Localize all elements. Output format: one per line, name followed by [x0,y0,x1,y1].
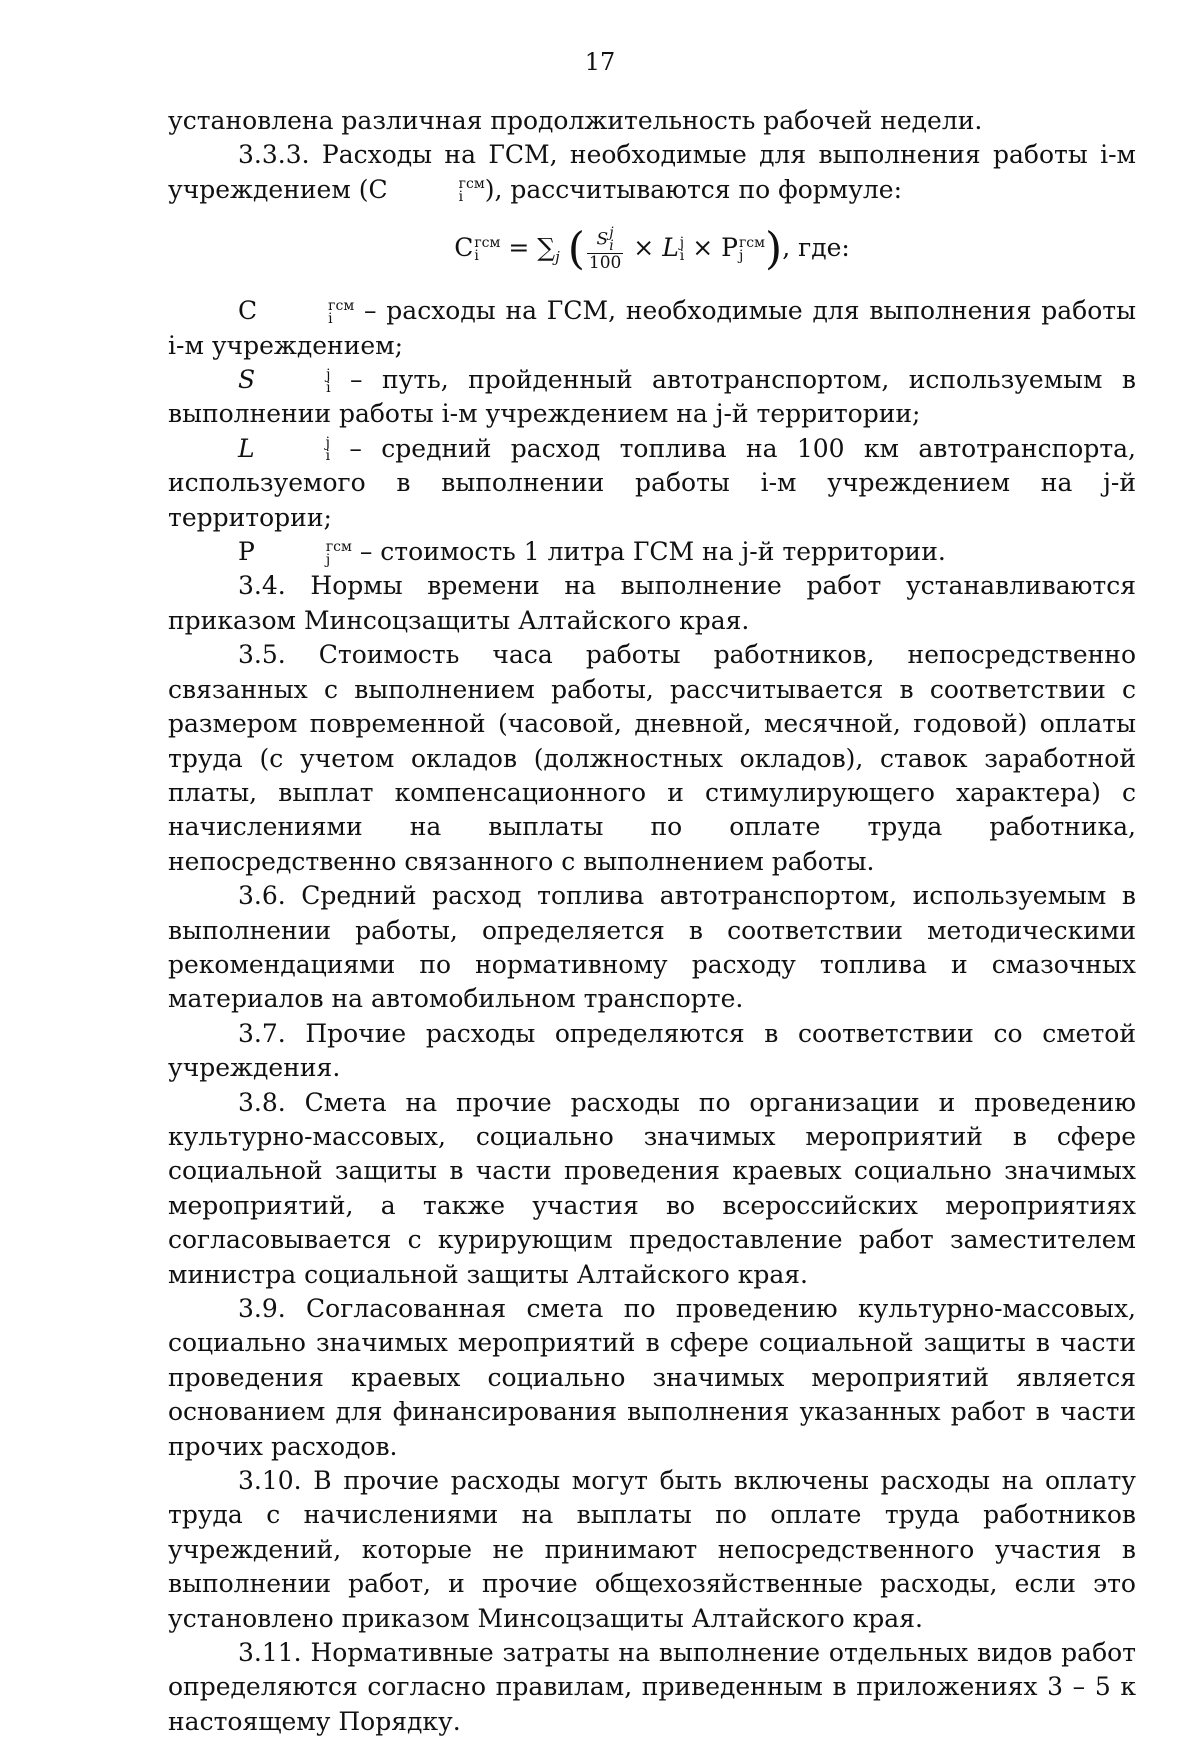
formula-fraction: S j i 100 [588,225,622,274]
paragraph-3-4: 3.4. Нормы времени на выполнение работ устанавливаются приказом Минсоцзащиты Алтайского края. [168,571,1136,635]
paragraph-3-3-3 [168,138,1136,207]
formula-definitions [168,294,1136,569]
formula-equals: = [500,233,538,263]
formula-where: , где: [782,233,850,263]
paragraph-3-5: 3.5. Стоимость часа работы работников, непосредственно связанных с выполнением работы, рассчитывается в соответствии с размером повременной (часовой, дневной, месячной, годовой) оплаты труда (с учетом окладов (должностных окладов), ставок заработной платы, выплат компенсационного и стимулирующего характера) с начислениями на выплаты по оплате труда работника, непосредственно связанного с выполнением работы. [168,640,1136,876]
formula-open-paren: ( [567,223,585,275]
formula-l-symbol: L [662,233,679,263]
symbol-c-gsm-inline: C гсм i [368,174,485,206]
definition-s: S j i – путь, пройденный автотранспортом, используемым в выполнении работы i-м учреждением на j-й территории; [168,365,1136,429]
paragraph-3-3-3-tail: ), рассчитываются по формуле: [484,174,903,204]
fuel-cost-formula: C гсм i = $\sum_j$ ( S j i 100 × L j i × P гсм j ), где: [454,223,850,275]
formula-close-paren: ) [765,223,783,275]
paragraph-3-8: 3.8. Смета на прочие расходы по организации и проведению культурно-массовых, социально значимых мероприятий в сфере социальной защиты в части проведения краевых социально значимых мероприятий, а также участия во всероссийских мероприятиях согласовывается с курирующим предоставление работ заместителем министра социальной защиты Алтайского края. [168,1087,1136,1289]
paragraph-3-6: 3.6. Средний расход топлива автотранспортом, используемым в выполнении работы, определяется в соответствии методическими рекомендациями по нормативному расходу топлива и смазочных материалов на автомобильном транспорте. [168,881,1136,1014]
paragraph-3-3-3-text: 3.3.3. Расходы на ГСМ, необходимые для выполнения работы i-м учреждением ( [168,140,1136,204]
document-body [168,104,1136,1739]
definition-p-gsm: P гсм j – стоимость 1 литра ГСМ на j-й территории. [238,537,946,568]
formula-sum-symbol: ∑ [537,233,556,263]
page-number: 17 [584,48,616,76]
paragraph-3-11: 3.11. Нормативные затраты на выполнение отдельных видов работ определяются согласно правилам, приведенным в приложениях 3 – 5 к настоящему Порядку. [168,1638,1136,1736]
paragraph-3-10: 3.10. В прочие расходы могут быть включены расходы на оплату труда с начислениями на выплаты по оплате труда работников учреждений, которые не принимают непосредственного участия в выполнении работ, и прочие общехозяйственные расходы, если это установлено приказом Минсоцзащиты Алтайского края. [168,1466,1136,1633]
definition-l: L j i – средний расход топлива на 100 км автотранспорта, используемого в выполнении работы i-м учреждением на j-й территории; [168,433,1136,532]
definition-c-gsm: C гсм i – расходы на ГСМ, необходимые для выполнения работы i-м учреждением; [168,296,1136,360]
paragraph-3-9: 3.9. Согласованная смета по проведению культурно-массовых, социально значимых мероприятий в сфере социальной защиты в части проведения краевых социально значимых мероприятий является основанием для финансирования выполнения указанных работ в части прочих расходов. [168,1294,1136,1461]
formula-p-symbol: P [721,233,738,263]
formula-sum-index: j [555,248,560,267]
formula-lhs: C гсм i [454,233,501,264]
paragraph-3-7: 3.7. Прочие расходы определяются в соответствии со сметой учреждения. [168,1018,1136,1083]
paragraph-intro: установлена различная продолжительность рабочей недели. [168,106,983,135]
